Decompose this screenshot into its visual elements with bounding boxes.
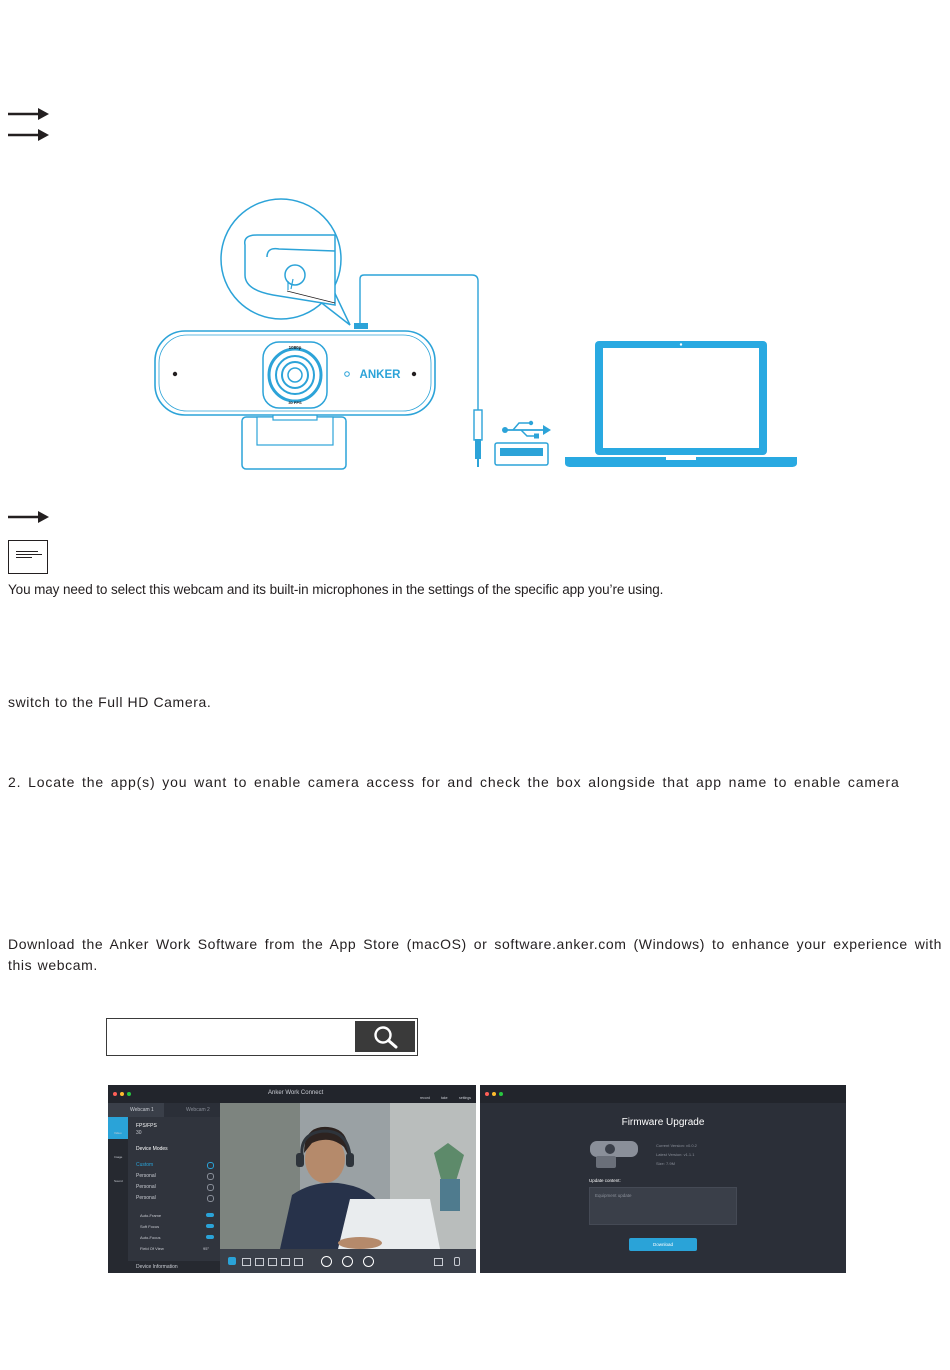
auto-frame-label: Auto-Frame bbox=[140, 1213, 162, 1218]
arrow-right-icon bbox=[8, 128, 50, 142]
arrow-right-icon bbox=[8, 510, 50, 524]
webcam-body bbox=[155, 331, 435, 469]
mode-option[interactable]: Custom bbox=[136, 1162, 154, 1168]
webcam-resolution-label: 1080p bbox=[288, 345, 302, 350]
field-of-view-label: Field Of View bbox=[140, 1246, 164, 1251]
layout-button[interactable] bbox=[268, 1258, 277, 1266]
take-label: take bbox=[441, 1096, 448, 1100]
microphone-icon[interactable] bbox=[454, 1257, 460, 1266]
usb-port-icon bbox=[495, 421, 551, 465]
search-button bbox=[355, 1021, 415, 1052]
capture-button[interactable] bbox=[363, 1256, 374, 1267]
field-of-view-value[interactable]: 95° bbox=[203, 1246, 210, 1251]
radio[interactable] bbox=[207, 1173, 214, 1180]
fps-label: FPS/FPS bbox=[136, 1123, 157, 1129]
sidebar-item-video[interactable]: Video bbox=[108, 1117, 128, 1139]
mode-option[interactable]: Personal bbox=[136, 1173, 156, 1179]
firmware-upgrade-screenshot bbox=[480, 1085, 846, 1273]
update-content-box: Equipment update bbox=[589, 1187, 737, 1225]
layout-button[interactable] bbox=[281, 1258, 290, 1266]
radio[interactable] bbox=[207, 1195, 214, 1202]
app-sidebar bbox=[108, 1117, 128, 1273]
video-preview bbox=[220, 1103, 476, 1249]
auto-focus-label: Auto-Focus bbox=[140, 1235, 161, 1240]
app-title: Anker Work Connect bbox=[268, 1090, 324, 1096]
layout-button[interactable] bbox=[242, 1258, 251, 1266]
video-controls-bar bbox=[220, 1249, 476, 1273]
firmware-title: Firmware Upgrade bbox=[621, 1117, 705, 1128]
record-button[interactable] bbox=[342, 1256, 353, 1267]
device-information-row[interactable]: Device Information bbox=[128, 1261, 220, 1273]
layout-button[interactable] bbox=[228, 1257, 236, 1265]
webcam-thumbnail bbox=[588, 1137, 642, 1169]
tab-webcam-2[interactable]: Webcam 2 bbox=[164, 1103, 220, 1117]
sidebar-item-image[interactable]: Image bbox=[114, 1155, 123, 1159]
settings-label: settings bbox=[459, 1096, 472, 1100]
mode-option[interactable]: Personal bbox=[136, 1184, 156, 1190]
current-version: Current Version: v0.0.2 bbox=[656, 1143, 697, 1148]
firmware-size: Size: 7.9M bbox=[656, 1161, 675, 1166]
note-text: You may need to select this webcam and its built-in microphones in the settings of the specific app you’re using. bbox=[8, 582, 664, 597]
webcam-fps-label: 30 FPS bbox=[288, 400, 302, 405]
download-button[interactable]: Download bbox=[629, 1238, 697, 1251]
webcam-connection-illustration bbox=[145, 195, 805, 475]
sidebar-item-sound[interactable]: Sound bbox=[114, 1179, 123, 1183]
tab-webcam-1[interactable]: Webcam 1 bbox=[108, 1103, 164, 1117]
fps-value: 30 bbox=[136, 1130, 142, 1136]
app-title-bar bbox=[108, 1085, 476, 1103]
zoom-bubble bbox=[221, 199, 350, 325]
radio-selected[interactable] bbox=[207, 1162, 214, 1169]
note-icon bbox=[8, 540, 48, 574]
update-content-label: Update content: bbox=[589, 1178, 621, 1183]
firmware-title-bar bbox=[480, 1085, 846, 1103]
soft-focus-label: Soft Focus bbox=[140, 1224, 160, 1229]
laptop-illustration bbox=[565, 341, 797, 467]
arrow-right-icon bbox=[8, 107, 50, 121]
latest-version: Latest Version: v1.1.1 bbox=[656, 1152, 695, 1157]
radio[interactable] bbox=[207, 1184, 214, 1191]
step-2-text: 2. Locate the app(s) you want to enable camera access for and check the box alongside that app name to enable camera bbox=[8, 774, 900, 790]
webcam-brand-logo: ANKER bbox=[359, 369, 401, 381]
mode-option[interactable]: Personal bbox=[136, 1195, 156, 1201]
app-left-panel bbox=[108, 1103, 220, 1273]
search-icon bbox=[373, 1025, 399, 1049]
layout-button[interactable] bbox=[294, 1258, 303, 1266]
download-text: Download the Anker Work Software from the App Store (macOS) or software.anker.com (Windows) to enhance your experience with this webcam. bbox=[8, 936, 942, 973]
layout-button[interactable] bbox=[255, 1258, 264, 1266]
device-modes-label[interactable]: Device Modes bbox=[136, 1146, 168, 1152]
toggle-switch[interactable] bbox=[206, 1224, 214, 1228]
search-box-illustration bbox=[106, 1018, 418, 1056]
folder-icon[interactable] bbox=[434, 1258, 443, 1266]
toggle-switch[interactable] bbox=[206, 1213, 214, 1217]
toggle-switch[interactable] bbox=[206, 1235, 214, 1239]
switch-camera-text: switch to the Full HD Camera. bbox=[8, 694, 212, 710]
anker-work-app-screenshot bbox=[108, 1085, 476, 1273]
record-label: record bbox=[420, 1096, 430, 1100]
pause-button[interactable] bbox=[321, 1256, 332, 1267]
